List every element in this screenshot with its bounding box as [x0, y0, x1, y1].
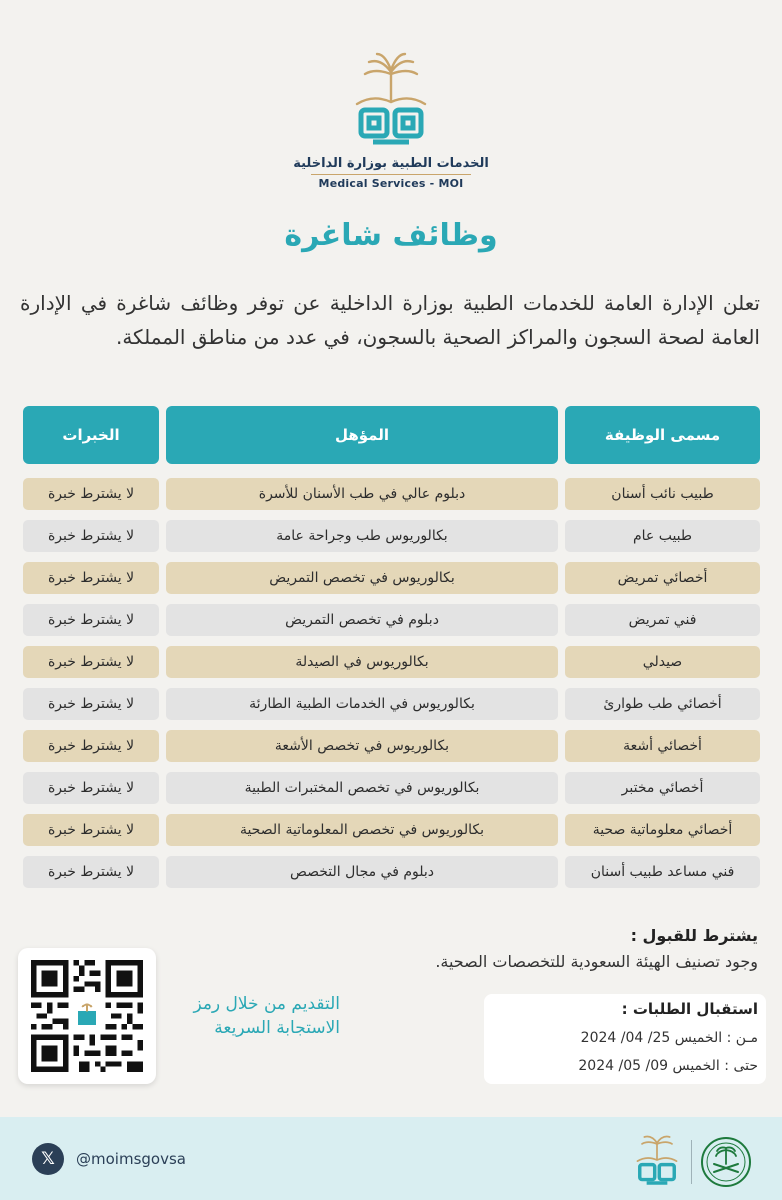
cell-job-title: أخصائي مختبر [565, 772, 760, 804]
cell-qualification: دبلوم عالي في طب الأسنان للأسرة [166, 478, 558, 510]
conditions-text: وجود تصنيف الهيئة السعودية للتخصصات الصحية. [435, 952, 758, 971]
table-row [0, 814, 782, 846]
cell-qualification: بكالوريوس في تخصص المعلوماتية الصحية [166, 814, 558, 846]
medical-services-logo-icon [351, 52, 431, 152]
intro-paragraph: تعلن الإدارة العامة للخدمات الطبية بوزارة الداخلية عن توفر وظائف شاغرة في الإدارة العامة لصحة السجون والمراكز الصحية بالسجون، في عدد من مناطق المملكة. [20, 291, 760, 349]
cell-experience: لا يشترط خبرة [23, 604, 159, 636]
cell-job-title: طبيب عام [565, 520, 760, 552]
cell-qualification: دبلوم في تخصص التمريض [166, 604, 558, 636]
cell-experience: لا يشترط خبرة [23, 520, 159, 552]
table-row [0, 604, 782, 636]
qr-caption-line2: الاستجابة السريعة [214, 1018, 340, 1038]
application-start-date: مـن : الخميس 25/ 04/ 2024 [580, 1030, 758, 1046]
cell-job-title: أخصائي أشعة [565, 730, 760, 762]
cell-experience: لا يشترط خبرة [23, 562, 159, 594]
cell-job-title: أخصائي تمريض [565, 562, 760, 594]
qr-caption [170, 992, 340, 1040]
application-end-date: حتى : الخميس 09/ 05/ 2024 [578, 1058, 758, 1074]
qr-caption-line1: التقديم من خلال رمز [193, 994, 340, 1014]
social-handle[interactable]: @moimsgovsa [76, 1150, 186, 1168]
page-title: وظائف شاغرة [284, 218, 498, 253]
header-experience: الخبرات [23, 406, 159, 464]
table-row [0, 562, 782, 594]
conditions-title: يشترط للقبول : [630, 926, 758, 945]
table-row [0, 520, 782, 552]
qr-code-card[interactable] [18, 948, 156, 1084]
cell-experience: لا يشترط خبرة [23, 478, 159, 510]
cell-qualification: بكالوريوس في تخصص المختبرات الطبية [166, 772, 558, 804]
table-row [0, 688, 782, 720]
cell-experience: لا يشترط خبرة [23, 814, 159, 846]
cell-job-title: أخصائي طب طوارئ [565, 688, 760, 720]
logo-english-name: Medical Services - MOI [318, 177, 464, 190]
cell-qualification: بكالوريوس في تخصص الأشعة [166, 730, 558, 762]
cell-job-title: طبيب نائب أسنان [565, 478, 760, 510]
cell-experience: لا يشترط خبرة [23, 772, 159, 804]
cell-qualification: بكالوريوس في الخدمات الطبية الطارئة [166, 688, 558, 720]
table-row [0, 730, 782, 762]
header-qualification: المؤهل [166, 406, 558, 464]
table-row [0, 646, 782, 678]
cell-experience: لا يشترط خبرة [23, 730, 159, 762]
cell-job-title: فني تمريض [565, 604, 760, 636]
cell-job-title: فني مساعد طبيب أسنان [565, 856, 760, 888]
x-social-icon[interactable]: 𝕏 [32, 1143, 64, 1175]
header-logo [0, 52, 782, 190]
qr-code-icon[interactable] [31, 960, 143, 1072]
logo-arabic-name: الخدمات الطبية بوزارة الداخلية [293, 156, 489, 171]
header-job-title: مسمى الوظيفة [565, 406, 760, 464]
medical-services-footer-logo-icon [634, 1131, 680, 1189]
cell-experience: لا يشترط خبرة [23, 688, 159, 720]
cell-qualification: بكالوريوس في تخصص التمريض [166, 562, 558, 594]
cell-qualification: دبلوم في مجال التخصص [166, 856, 558, 888]
cell-qualification: بكالوريوس طب وجراحة عامة [166, 520, 558, 552]
logo-divider [311, 174, 471, 175]
cell-job-title: صيدلي [565, 646, 760, 678]
table-row [0, 856, 782, 888]
cell-job-title: أخصائي معلوماتية صحية [565, 814, 760, 846]
cell-experience: لا يشترط خبرة [23, 646, 159, 678]
cell-experience: لا يشترط خبرة [23, 856, 159, 888]
footer-divider [691, 1140, 692, 1184]
table-row [0, 478, 782, 510]
application-dates-title: استقبال الطلبات : [621, 1000, 758, 1018]
table-row [0, 772, 782, 804]
ministry-emblem-icon [700, 1136, 752, 1188]
cell-qualification: بكالوريوس في الصيدلة [166, 646, 558, 678]
